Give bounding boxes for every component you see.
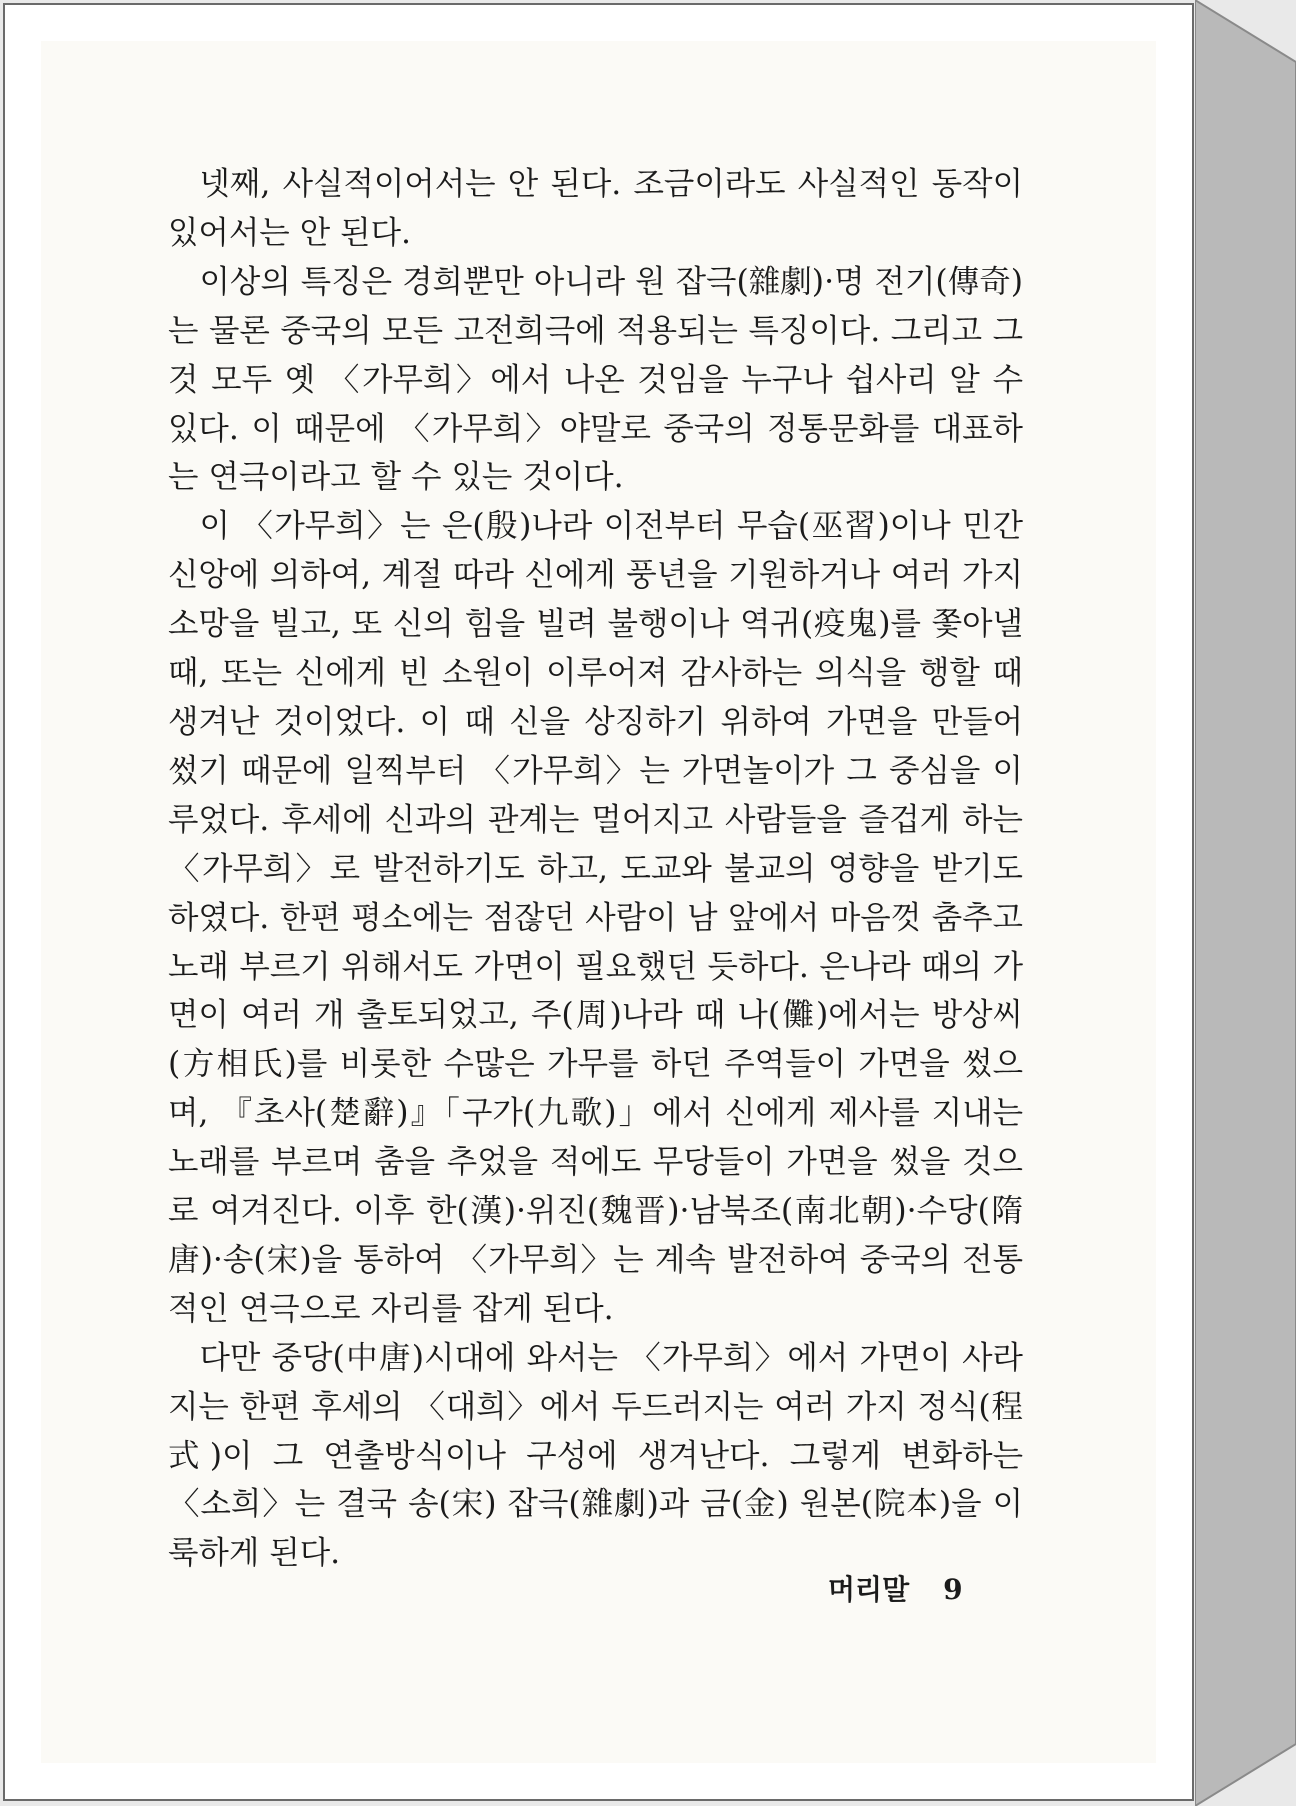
paragraph-4: 다만 중당(中唐)시대에 와서는 〈가무희〉에서 가면이 사라지는 한편 후세의 〈대희〉에서 두드러지는 여러 가지 정식(程式)이 그 연출방식이나 구성에 생겨난다. 그렇게 변화하는 〈소희〉는 결국 송(宋) 잡극(雜劇)과 금(金) 원본(院本)을 이룩하게 된다. — [168, 1339, 1023, 1572]
running-footer-section: 머리말 — [828, 1573, 910, 1606]
paragraph-1: 넷째, 사실적이어서는 안 된다. 조금이라도 사실적인 동작이 있어서는 안 된다. — [168, 166, 1023, 251]
page-number: 9 — [943, 1573, 963, 1606]
paragraph-2: 이상의 특징은 경희뿐만 아니라 원 잡극(雜劇)·명 전기(傳奇)는 물론 중국의 모든 고전희극에 적용되는 특징이다. 그리고 그것 모두 옛 〈가무희〉에서 나온 것임을 누구나 쉽사리 알 수 있다. 이 때문에 〈가무희〉야말로 중국의 정통문화를 대표하는 연극이라고 할 수 있는 것이다. — [168, 263, 1023, 496]
paragraph-3: 이 〈가무희〉는 은(殷)나라 이전부터 무습(巫習)이나 민간신앙에 의하여, 계절 따라 신에게 풍년을 기원하거나 여러 가지 소망을 빌고, 또 신의 힘을 빌려 불행이나 역귀(疫鬼)를 쫓아낼 때, 또는 신에게 빈 소원이 이루어져 감사하는 의식을 행할 때 생겨난 것이었다. 이 때 신을 상징하기 위하여 가면을 만들어 썼기 때문에 일찍부터 〈가무희〉는 가면놀이가 그 중심을 이루었다. 후세에 신과의 관계는 멀어지고 사람들을 즐겁게 하는 〈가무희〉로 발전하기도 하고, 도교와 불교의 영향을 받기도 하였다. 한편 평소에는 점잖던 사람이 남 앞에서 마음껏 춤추고 노래 부르기 위해서도 가면이 필요했던 듯하다. 은나라 때의 가면이 여러 개 출토되었고, 주(周)나라 때 나(儺)에서는 방상씨(方相氏)를 비롯한 수많은 가무를 하던 주역들이 가면을 썼으며, 『초사(楚辭)』「구가(九歌)」에서 신에게 제사를 지내는 노래를 부르며 춤을 추었을 적에도 무당들이 가면을 썼을 것으로 여겨진다. 이후 한(漢)·위진(魏晋)·남북조(南北朝)·수당(隋唐)·송(宋)을 통하여 〈가무희〉는 계속 발전하여 중국의 전통적인 연극으로 자리를 잡게 된다. — [168, 508, 1023, 1327]
book-edge-shading — [1195, 0, 1296, 1806]
body-text — [168, 160, 1023, 1578]
page-footer — [828, 1570, 1028, 1610]
